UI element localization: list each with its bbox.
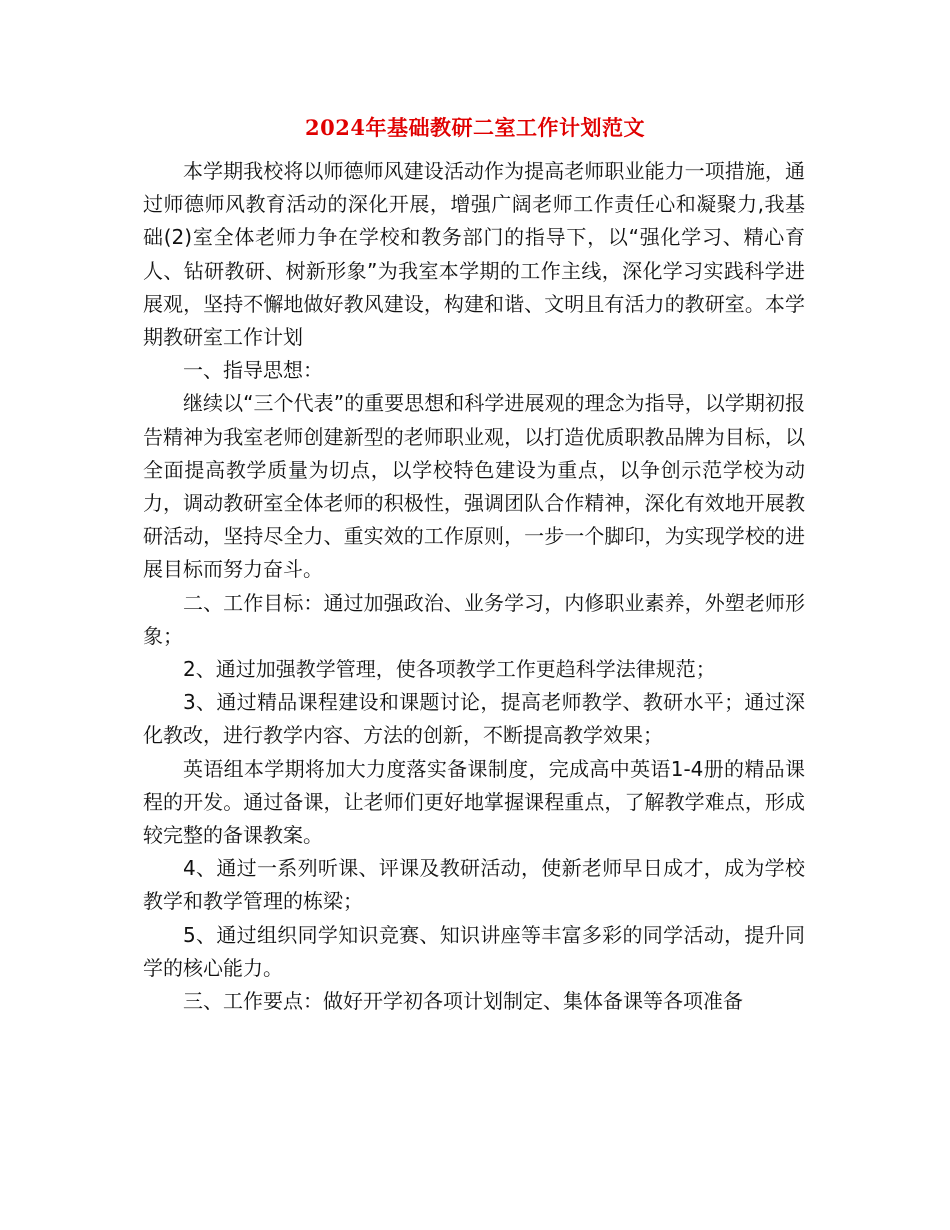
paragraph-work-goals: 二、工作目标：通过加强政治、业务学习，内修职业素养，外塑老师形象； <box>143 590 805 648</box>
paragraph-intro: 本学期我校将以师德师风建设活动作为提高老师职业能力一项措施，通过师德师风教育活动的深化开展，增强广阔老师工作责任心和凝聚力,我基础(2)室全体老师力争在学校和教务部门的指导下，以“强化学习、精心育人、钻研教研、树新形象”为我室本学期的工作主线，深化学习实践科学进展观，坚持不懈地做好教风建设，构建和谐、文明且有活力的教研室。本学期教研室工作计划 <box>143 159 805 350</box>
paragraph-guiding-thought: 继续以“三个代表”的重要思想和科学进展观的理念为指导，以学期初报告精神为我室老师创建新型的老师职业观，以打造优质职教品牌为目标，以全面提高教学质量为切点，以学校特色建设为重点，以争创示范学校为动力，调动教研室全体老师的积极性，强调团队合作精神，深化有效地开展教研活动，坚持尽全力、重实效的工作原则，一步一个脚印，为实现学校的进展目标而努力奋斗。 <box>143 391 805 582</box>
paragraph-goal-5: 5、通过组织同学知识竞赛、知识讲座等丰富多彩的同学活动，提升同学的核心能力。 <box>143 922 805 980</box>
paragraph-goal-4: 4、通过一系列听课、评课及教研活动，使新老师早日成才，成为学校教学和教学管理的栋梁； <box>143 856 805 914</box>
paragraph-goal-2: 2、通过加强教学管理，使各项教学工作更趋科学法律规范； <box>183 657 716 682</box>
paragraph-goal-3: 3、通过精品课程建设和课题讨论，提高老师教学、教研水平；通过深化教改，进行教学内容、方法的创新，不断提高教学效果； <box>143 690 805 748</box>
document-body <box>143 155 805 1018</box>
document-title: 2024年基础教研二室工作计划范文 <box>305 115 645 140</box>
paragraph-english-group: 英语组本学期将加大力度落实备课制度，完成高中英语1-4册的精品课程的开发。通过备课，让老师们更好地掌握课程重点，了解教学难点，形成较完整的备课教案。 <box>143 756 805 848</box>
paragraph-work-points: 三、工作要点：做好开学初各项计划制定、集体备课等各项准备 <box>183 989 743 1014</box>
paragraph-heading-guiding-thought: 一、指导思想： <box>183 358 323 383</box>
